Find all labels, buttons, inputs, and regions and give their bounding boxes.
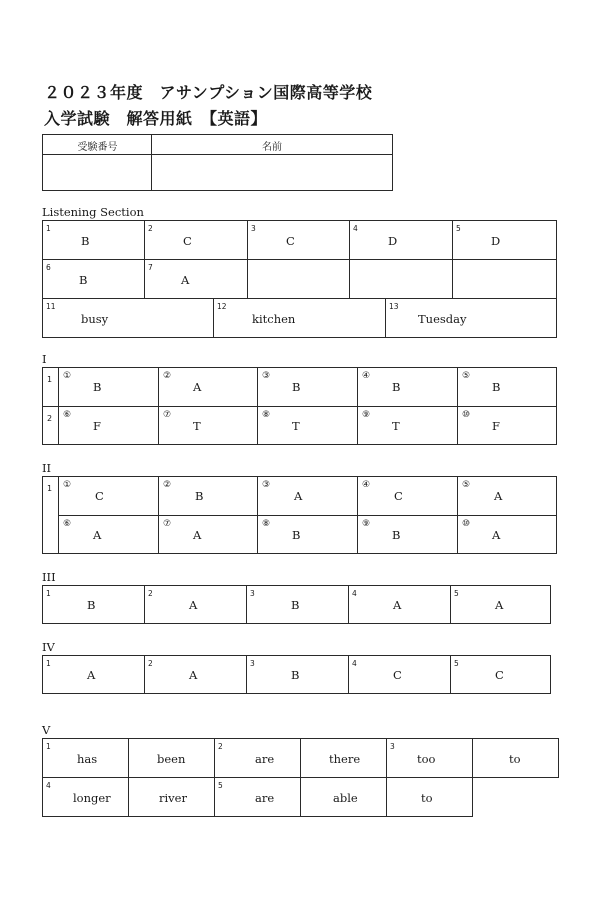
- listening-empty-cell[interactable]: [453, 260, 556, 299]
- answer-text: A: [181, 273, 190, 287]
- answer-text: C: [95, 489, 104, 503]
- answer-text: A: [189, 668, 198, 682]
- s1-answer-cell[interactable]: [358, 407, 458, 444]
- question-number: 3: [250, 659, 255, 668]
- question-number-circled: ⑩: [462, 519, 471, 529]
- s4-answer-cell-2[interactable]: [145, 656, 247, 693]
- s5-answer-cell[interactable]: [214, 738, 301, 778]
- s5-answer-cell[interactable]: [42, 777, 129, 817]
- listening-answer-grid: [42, 220, 557, 338]
- s1-answer-cell[interactable]: [358, 368, 458, 407]
- answer-text: A: [193, 528, 202, 542]
- answer-text: has: [77, 752, 98, 766]
- question-number: 4: [353, 224, 358, 233]
- question-number: 13: [389, 302, 399, 311]
- answer-text: A: [393, 598, 402, 612]
- s4-answer-cell-4[interactable]: [349, 656, 451, 693]
- answer-text: to: [509, 752, 521, 766]
- name-field[interactable]: [152, 155, 392, 190]
- question-number: 11: [46, 302, 56, 311]
- answer-text: Tuesday: [418, 312, 467, 326]
- s1-answer-cell[interactable]: [59, 407, 159, 444]
- section-1-title: I: [42, 352, 47, 366]
- listening-cell-3[interactable]: [248, 221, 350, 260]
- question-number: 2: [148, 224, 153, 233]
- listening-cell-11[interactable]: [43, 299, 214, 337]
- s2-answer-cell[interactable]: [458, 516, 556, 553]
- listening-section-title: Listening Section: [42, 205, 144, 219]
- student-info-box: [42, 134, 393, 191]
- section-2-answer-grid: [42, 476, 557, 554]
- s2-answer-cell[interactable]: [458, 477, 556, 516]
- name-label: 名前: [262, 142, 282, 153]
- question-number: 4: [46, 781, 51, 790]
- answer-text: longer: [73, 791, 111, 805]
- s2-answer-cell[interactable]: [358, 516, 458, 553]
- answer-text: B: [87, 598, 96, 612]
- question-number: 3: [390, 742, 395, 751]
- section-4-answer-grid: [42, 655, 551, 694]
- answer-text: F: [492, 419, 500, 433]
- question-number-circled: ④: [362, 480, 371, 490]
- name-header: [152, 135, 392, 155]
- listening-cell-13[interactable]: [386, 299, 556, 337]
- answer-text: are: [255, 791, 275, 805]
- answer-text: river: [159, 791, 187, 805]
- row-number-cell: [43, 477, 59, 553]
- s1-answer-cell[interactable]: [159, 368, 258, 407]
- s3-answer-cell-3[interactable]: [247, 586, 349, 623]
- question-number-circled: ②: [163, 371, 172, 381]
- question-number-circled: ④: [362, 371, 371, 381]
- s5-answer-cell[interactable]: [386, 777, 473, 817]
- question-number: 4: [352, 589, 357, 598]
- answer-text: B: [492, 380, 501, 394]
- row-number: 2: [47, 414, 53, 423]
- section-5-title: V: [42, 723, 51, 737]
- listening-empty-cell[interactable]: [350, 260, 453, 299]
- section-4-title: IV: [42, 640, 55, 654]
- question-number: 5: [454, 659, 459, 668]
- listening-cell-1[interactable]: [43, 221, 145, 260]
- sheet-subtitle: 入学試験 解答用紙 【英語】: [44, 109, 268, 128]
- s1-answer-cell[interactable]: [458, 407, 556, 444]
- question-number: 2: [148, 589, 153, 598]
- question-number: 3: [251, 224, 256, 233]
- answer-text: D: [388, 234, 398, 248]
- question-number: 6: [46, 263, 51, 272]
- question-number-circled: ⑥: [63, 519, 72, 529]
- question-number-circled: ⑧: [262, 410, 271, 420]
- listening-cell-4[interactable]: [350, 221, 453, 260]
- exam-number-field[interactable]: [43, 155, 152, 190]
- answer-text: C: [495, 668, 504, 682]
- answer-text: C: [394, 489, 403, 503]
- question-number-circled: ③: [262, 371, 271, 381]
- s4-answer-cell-3[interactable]: [247, 656, 349, 693]
- answer-text: able: [333, 791, 358, 805]
- answer-text: A: [294, 489, 303, 503]
- question-number: 1: [46, 742, 51, 751]
- s5-answer-cell[interactable]: [300, 738, 387, 778]
- answer-text: B: [292, 528, 301, 542]
- answer-text: C: [393, 668, 402, 682]
- exam-number-header: [43, 135, 152, 155]
- s5-answer-cell[interactable]: [386, 738, 473, 778]
- s5-answer-cell[interactable]: [300, 777, 387, 817]
- question-number-circled: ⑩: [462, 410, 471, 420]
- exam-number-label: 受験番号: [77, 142, 118, 153]
- s2-answer-cell[interactable]: [358, 477, 458, 516]
- answer-text: T: [392, 419, 400, 433]
- row-number-cell: [43, 407, 59, 444]
- answer-text: D: [491, 234, 501, 248]
- answer-text: B: [291, 598, 300, 612]
- listening-cell-6[interactable]: [43, 260, 145, 299]
- question-number: 5: [456, 224, 461, 233]
- s3-answer-cell-4[interactable]: [349, 586, 451, 623]
- answer-text: A: [193, 380, 202, 394]
- question-number: 1: [46, 589, 51, 598]
- question-number-circled: ⑦: [163, 519, 172, 529]
- s1-answer-cell[interactable]: [258, 368, 358, 407]
- answer-text: there: [329, 752, 361, 766]
- answer-text: to: [421, 791, 433, 805]
- answer-text: A: [494, 489, 503, 503]
- s1-answer-cell[interactable]: [258, 407, 358, 444]
- answer-text: A: [495, 598, 504, 612]
- question-number-circled: ①: [63, 480, 72, 490]
- answer-text: A: [93, 528, 102, 542]
- answer-text: B: [292, 380, 301, 394]
- question-number: 2: [148, 659, 153, 668]
- question-number-circled: ③: [262, 480, 271, 490]
- question-number: 12: [217, 302, 227, 311]
- s3-answer-cell-2[interactable]: [145, 586, 247, 623]
- question-number: 4: [352, 659, 357, 668]
- answer-text: B: [392, 528, 401, 542]
- row-number: 1: [47, 375, 53, 384]
- s2-answer-cell[interactable]: [159, 516, 258, 553]
- answer-text: A: [87, 668, 96, 682]
- question-number-circled: ⑨: [362, 519, 371, 529]
- listening-cell-7[interactable]: [145, 260, 248, 299]
- answer-text: B: [195, 489, 204, 503]
- answer-text: B: [93, 380, 102, 394]
- question-number-circled: ②: [163, 480, 172, 490]
- row-number: 1: [47, 484, 53, 493]
- s2-answer-cell[interactable]: [59, 516, 159, 553]
- row-number-cell: [43, 368, 59, 407]
- s4-answer-cell-5[interactable]: [451, 656, 550, 693]
- answer-text: T: [193, 419, 201, 433]
- answer-text: B: [291, 668, 300, 682]
- question-number: 1: [46, 659, 51, 668]
- answer-text: A: [492, 528, 501, 542]
- answer-text: busy: [81, 312, 109, 326]
- section-5-answer-grid: [42, 738, 558, 816]
- question-number-circled: ⑤: [462, 371, 471, 381]
- section-3-answer-grid: [42, 585, 551, 624]
- sheet-title: ２０２３年度 アサンプション国際高等学校: [44, 83, 373, 102]
- s3-answer-cell-1[interactable]: [43, 586, 145, 623]
- answer-text: T: [292, 419, 300, 433]
- section-1-answer-grid: [42, 367, 557, 445]
- s2-answer-cell[interactable]: [59, 477, 159, 516]
- answer-text: C: [183, 234, 192, 248]
- listening-cell-2[interactable]: [145, 221, 248, 260]
- question-number: 3: [250, 589, 255, 598]
- question-number-circled: ①: [63, 371, 72, 381]
- question-number-circled: ⑤: [462, 480, 471, 490]
- listening-cell-5[interactable]: [453, 221, 556, 260]
- section-2-title: II: [42, 461, 52, 475]
- listening-cell-12[interactable]: [214, 299, 386, 337]
- s5-answer-cell[interactable]: [128, 777, 215, 817]
- s1-answer-cell[interactable]: [159, 407, 258, 444]
- answer-text: are: [255, 752, 275, 766]
- question-number: 2: [218, 742, 223, 751]
- answer-text: A: [189, 598, 198, 612]
- question-number-circled: ⑨: [362, 410, 371, 420]
- s5-answer-cell[interactable]: [214, 777, 301, 817]
- s2-answer-cell[interactable]: [258, 516, 358, 553]
- answer-text: kitchen: [252, 312, 296, 326]
- answer-text: F: [93, 419, 101, 433]
- listening-empty-cell[interactable]: [248, 260, 350, 299]
- question-number: 5: [218, 781, 223, 790]
- section-3-title: III: [42, 570, 56, 584]
- s4-answer-cell-1[interactable]: [43, 656, 145, 693]
- question-number: 7: [148, 263, 153, 272]
- s1-answer-cell[interactable]: [59, 368, 159, 407]
- question-number-circled: ⑥: [63, 410, 72, 420]
- answer-text: B: [79, 273, 88, 287]
- question-number: 1: [46, 224, 51, 233]
- answer-text: B: [392, 380, 401, 394]
- s1-answer-cell[interactable]: [458, 368, 556, 407]
- answer-text: too: [417, 752, 436, 766]
- s5-answer-cell[interactable]: [128, 738, 215, 778]
- s3-answer-cell-5[interactable]: [451, 586, 550, 623]
- answer-text: C: [286, 234, 295, 248]
- s2-answer-cell[interactable]: [159, 477, 258, 516]
- s5-answer-cell[interactable]: [42, 738, 129, 778]
- question-number-circled: ⑧: [262, 519, 271, 529]
- question-number: 5: [454, 589, 459, 598]
- answer-text: B: [81, 234, 90, 248]
- question-number-circled: ⑦: [163, 410, 172, 420]
- answer-text: been: [157, 752, 186, 766]
- s2-answer-cell[interactable]: [258, 477, 358, 516]
- s5-answer-cell[interactable]: [472, 738, 559, 778]
